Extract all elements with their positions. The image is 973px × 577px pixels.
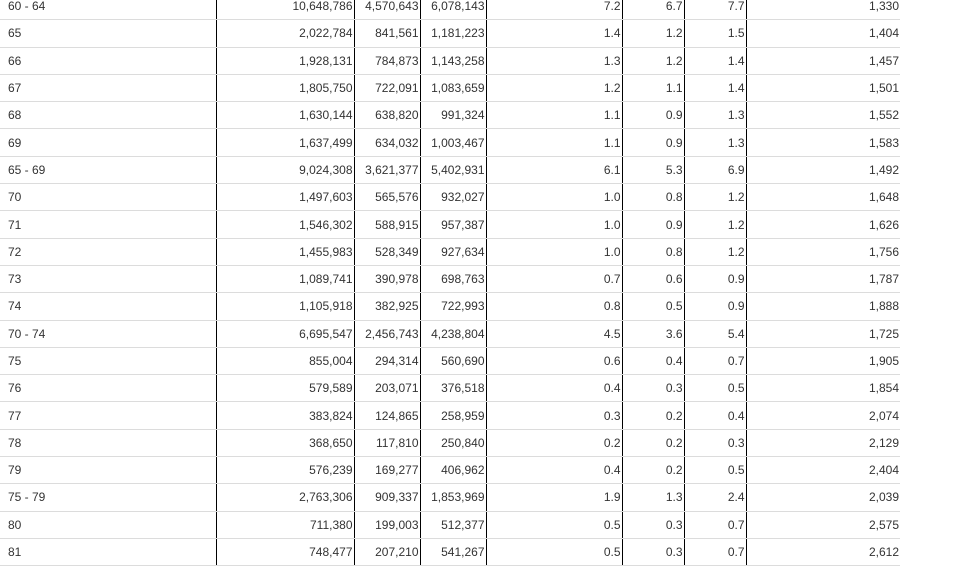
table-row [0, 511, 900, 538]
female-percent-cell: 1.4 [684, 74, 746, 101]
total-cell: 9,024,308 [216, 156, 354, 183]
age-group-cell: 68 [0, 102, 216, 129]
female-cell: 932,027 [420, 184, 486, 211]
ratio-cell: 2,074 [746, 402, 900, 429]
female-cell: 250,840 [420, 429, 486, 456]
total-percent-cell: 1.1 [486, 102, 622, 129]
male-cell: 2,456,743 [354, 320, 420, 347]
total-cell: 1,805,750 [216, 74, 354, 101]
age-group-cell: 71 [0, 211, 216, 238]
ratio-cell: 2,575 [746, 511, 900, 538]
total-cell: 1,089,741 [216, 265, 354, 292]
female-cell: 957,387 [420, 211, 486, 238]
age-group-cell: 80 [0, 511, 216, 538]
male-cell: 117,810 [354, 429, 420, 456]
female-cell: 1,853,969 [420, 484, 486, 511]
table-row [0, 375, 900, 402]
ratio-cell: 1,330 [746, 0, 900, 20]
age-group-cell: 73 [0, 265, 216, 292]
age-group-cell: 70 [0, 184, 216, 211]
age-group-cell: 69 [0, 129, 216, 156]
table-row [0, 402, 900, 429]
ratio-cell: 1,725 [746, 320, 900, 347]
male-cell: 841,561 [354, 20, 420, 47]
total-cell: 2,763,306 [216, 484, 354, 511]
male-percent-cell: 0.3 [622, 375, 684, 402]
ratio-cell: 1,905 [746, 347, 900, 374]
female-cell: 406,962 [420, 457, 486, 484]
table-row [0, 20, 900, 47]
ratio-cell: 1,756 [746, 238, 900, 265]
female-cell: 6,078,143 [420, 0, 486, 20]
female-cell: 1,003,467 [420, 129, 486, 156]
male-cell: 169,277 [354, 457, 420, 484]
male-cell: 565,576 [354, 184, 420, 211]
male-percent-cell: 0.2 [622, 429, 684, 456]
age-group-cell: 78 [0, 429, 216, 456]
male-percent-cell: 5.3 [622, 156, 684, 183]
ratio-cell: 1,787 [746, 265, 900, 292]
total-percent-cell: 4.5 [486, 320, 622, 347]
male-percent-cell: 0.8 [622, 238, 684, 265]
ratio-cell: 1,457 [746, 47, 900, 74]
table-row [0, 238, 900, 265]
male-percent-cell: 0.9 [622, 129, 684, 156]
total-cell: 748,477 [216, 538, 354, 565]
table-row [0, 156, 900, 183]
age-group-cell: 60 - 64 [0, 0, 216, 20]
female-percent-cell: 2.4 [684, 484, 746, 511]
female-percent-cell: 0.7 [684, 538, 746, 565]
table-row [0, 293, 900, 320]
female-cell: 560,690 [420, 347, 486, 374]
table-row [0, 429, 900, 456]
male-cell: 634,032 [354, 129, 420, 156]
male-percent-cell: 0.2 [622, 402, 684, 429]
total-cell: 6,695,547 [216, 320, 354, 347]
total-percent-cell: 0.6 [486, 347, 622, 374]
male-percent-cell: 1.2 [622, 20, 684, 47]
male-percent-cell: 0.9 [622, 102, 684, 129]
total-percent-cell: 0.2 [486, 429, 622, 456]
female-cell: 5,402,931 [420, 156, 486, 183]
male-percent-cell: 6.7 [622, 0, 684, 20]
age-group-cell: 72 [0, 238, 216, 265]
ratio-cell: 1,854 [746, 375, 900, 402]
total-cell: 1,105,918 [216, 293, 354, 320]
ratio-cell: 1,501 [746, 74, 900, 101]
male-cell: 722,091 [354, 74, 420, 101]
female-cell: 722,993 [420, 293, 486, 320]
female-percent-cell: 0.7 [684, 347, 746, 374]
total-cell: 1,546,302 [216, 211, 354, 238]
age-group-cell: 77 [0, 402, 216, 429]
male-cell: 588,915 [354, 211, 420, 238]
table-row [0, 457, 900, 484]
age-group-cell: 66 [0, 47, 216, 74]
male-percent-cell: 0.5 [622, 293, 684, 320]
age-group-cell: 65 - 69 [0, 156, 216, 183]
ratio-cell: 2,612 [746, 538, 900, 565]
male-percent-cell: 1.2 [622, 47, 684, 74]
total-cell: 383,824 [216, 402, 354, 429]
total-percent-cell: 1.9 [486, 484, 622, 511]
female-percent-cell: 0.4 [684, 402, 746, 429]
total-percent-cell: 1.4 [486, 20, 622, 47]
male-cell: 638,820 [354, 102, 420, 129]
ratio-cell: 2,404 [746, 457, 900, 484]
female-percent-cell: 1.3 [684, 102, 746, 129]
female-percent-cell: 0.9 [684, 293, 746, 320]
table-row [0, 102, 900, 129]
total-percent-cell: 0.7 [486, 265, 622, 292]
total-cell: 855,004 [216, 347, 354, 374]
age-group-cell: 81 [0, 538, 216, 565]
female-percent-cell: 5.4 [684, 320, 746, 347]
age-group-cell: 70 - 74 [0, 320, 216, 347]
total-percent-cell: 1.1 [486, 129, 622, 156]
total-percent-cell: 0.5 [486, 538, 622, 565]
age-group-cell: 65 [0, 20, 216, 47]
total-percent-cell: 0.3 [486, 402, 622, 429]
total-cell: 2,022,784 [216, 20, 354, 47]
female-percent-cell: 1.3 [684, 129, 746, 156]
ratio-cell: 1,648 [746, 184, 900, 211]
male-percent-cell: 1.1 [622, 74, 684, 101]
female-percent-cell: 0.5 [684, 457, 746, 484]
female-percent-cell: 7.7 [684, 0, 746, 20]
ratio-cell: 1,552 [746, 102, 900, 129]
ratio-cell: 2,039 [746, 484, 900, 511]
total-cell: 1,630,144 [216, 102, 354, 129]
age-group-cell: 67 [0, 74, 216, 101]
table-row [0, 211, 900, 238]
female-percent-cell: 0.7 [684, 511, 746, 538]
female-percent-cell: 1.2 [684, 238, 746, 265]
female-cell: 1,143,258 [420, 47, 486, 74]
total-percent-cell: 1.3 [486, 47, 622, 74]
total-cell: 1,928,131 [216, 47, 354, 74]
ratio-cell: 2,129 [746, 429, 900, 456]
ratio-cell: 1,492 [746, 156, 900, 183]
table-row [0, 484, 900, 511]
table-row [0, 74, 900, 101]
male-percent-cell: 0.6 [622, 265, 684, 292]
male-cell: 207,210 [354, 538, 420, 565]
table-row [0, 184, 900, 211]
male-cell: 124,865 [354, 402, 420, 429]
male-percent-cell: 0.8 [622, 184, 684, 211]
male-cell: 199,003 [354, 511, 420, 538]
total-cell: 1,497,603 [216, 184, 354, 211]
table-row [0, 538, 900, 565]
table-row [0, 129, 900, 156]
female-percent-cell: 1.2 [684, 184, 746, 211]
age-group-cell: 75 - 79 [0, 484, 216, 511]
female-cell: 4,238,804 [420, 320, 486, 347]
total-percent-cell: 6.1 [486, 156, 622, 183]
female-cell: 927,634 [420, 238, 486, 265]
total-cell: 711,380 [216, 511, 354, 538]
total-percent-cell: 0.4 [486, 375, 622, 402]
total-cell: 1,455,983 [216, 238, 354, 265]
female-cell: 258,959 [420, 402, 486, 429]
ratio-cell: 1,404 [746, 20, 900, 47]
male-percent-cell: 0.3 [622, 511, 684, 538]
female-cell: 376,518 [420, 375, 486, 402]
total-percent-cell: 0.8 [486, 293, 622, 320]
male-cell: 382,925 [354, 293, 420, 320]
ratio-cell: 1,626 [746, 211, 900, 238]
female-percent-cell: 6.9 [684, 156, 746, 183]
female-cell: 512,377 [420, 511, 486, 538]
male-cell: 390,978 [354, 265, 420, 292]
male-cell: 784,873 [354, 47, 420, 74]
male-cell: 3,621,377 [354, 156, 420, 183]
total-percent-cell: 1.2 [486, 74, 622, 101]
male-cell: 4,570,643 [354, 0, 420, 20]
table-row [0, 347, 900, 374]
age-group-cell: 75 [0, 347, 216, 374]
female-percent-cell: 0.3 [684, 429, 746, 456]
male-percent-cell: 0.9 [622, 211, 684, 238]
total-percent-cell: 1.0 [486, 238, 622, 265]
total-cell: 576,239 [216, 457, 354, 484]
male-cell: 294,314 [354, 347, 420, 374]
ratio-cell: 1,583 [746, 129, 900, 156]
female-percent-cell: 1.4 [684, 47, 746, 74]
female-cell: 541,267 [420, 538, 486, 565]
table-row [0, 0, 900, 20]
female-percent-cell: 1.2 [684, 211, 746, 238]
male-percent-cell: 0.3 [622, 538, 684, 565]
female-percent-cell: 0.9 [684, 265, 746, 292]
total-cell: 579,589 [216, 375, 354, 402]
total-cell: 368,650 [216, 429, 354, 456]
male-cell: 528,349 [354, 238, 420, 265]
male-cell: 909,337 [354, 484, 420, 511]
table-row [0, 320, 900, 347]
total-percent-cell: 0.4 [486, 457, 622, 484]
male-percent-cell: 0.2 [622, 457, 684, 484]
male-percent-cell: 0.4 [622, 347, 684, 374]
age-group-cell: 79 [0, 457, 216, 484]
table-row [0, 47, 900, 74]
total-cell: 1,637,499 [216, 129, 354, 156]
male-percent-cell: 3.6 [622, 320, 684, 347]
female-percent-cell: 0.5 [684, 375, 746, 402]
age-group-cell: 76 [0, 375, 216, 402]
female-cell: 698,763 [420, 265, 486, 292]
total-percent-cell: 1.0 [486, 184, 622, 211]
female-cell: 1,083,659 [420, 74, 486, 101]
table-row [0, 265, 900, 292]
total-percent-cell: 1.0 [486, 211, 622, 238]
ratio-cell: 1,888 [746, 293, 900, 320]
male-cell: 203,071 [354, 375, 420, 402]
female-percent-cell: 1.5 [684, 20, 746, 47]
total-percent-cell: 7.2 [486, 0, 622, 20]
total-cell: 10,648,786 [216, 0, 354, 20]
male-percent-cell: 1.3 [622, 484, 684, 511]
age-group-cell: 74 [0, 293, 216, 320]
female-cell: 1,181,223 [420, 20, 486, 47]
female-cell: 991,324 [420, 102, 486, 129]
total-percent-cell: 0.5 [486, 511, 622, 538]
